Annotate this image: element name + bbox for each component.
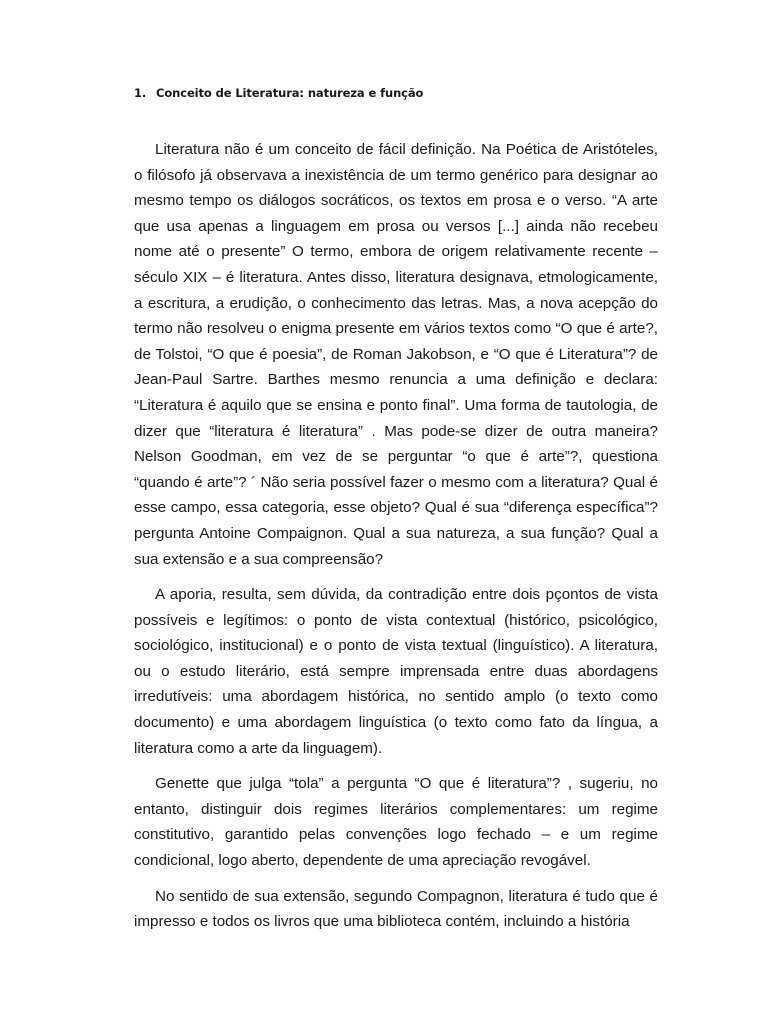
section-number: 1. — [134, 86, 147, 100]
paragraph-4: No sentido de sua extensão, segundo Compagnon, literatura é tudo que é impresso e todos os livros que uma biblioteca contém, incluindo a história — [134, 887, 658, 931]
paragraph-2: A aporia, resulta, sem dúvida, da contradição entre dois pçontos de vista possíveis e legítimos: o ponto de vista contextual (histórico, psicológico, sociológico, institucional) e o ponto de vista textual (linguístico). A literatura, ou o estudo literário, está sempre imprensada entre duas abordagens irredutíveis: uma abordagem histórica, no sentido amplo (o texto como documento) e uma abordagem linguística (o texto como fato da língua, a literatura como a arte da linguagem). — [134, 586, 658, 757]
body-text — [134, 137, 658, 935]
paragraph-1: Literatura não é um conceito de fácil definição. Na Poética de Aristóteles, o filósofo já observava a inexistência de um termo genérico para designar ao mesmo tempo os diálogos socráticos, os textos em prosa e o verso. “A arte que usa apenas a linguagem em prosa ou versos [...] ainda não recebeu nome até o presente” O termo, embora de origem relativamente recente – século XIX – é literatura. Antes disso, literatura designava, etmologicamente, a escritura, a erudição, o conhecimento das letras. Mas, a nova acepção do termo não resolveu o enigma presente em vários textos como “O que é arte?, de Tolstoi, “O que é poesia”, de Roman Jakobson, e “O que é Literatura”? de Jean-Paul Sartre. Barthes mesmo renuncia a uma definição e declara: “Literatura é aquilo que se ensina e ponto final”. Uma forma de tautologia, de dizer que “literatura é literatura” . Mas pode-se dizer de outra maneira? Nelson Goodman, em vez de se perguntar “o que é arte”?, questiona “quando é arte”? ´ Não seria possível fazer o mesmo com a literatura? Qual é esse campo, essa categoria, esse objeto? Qual é sua “diferença específica”? pergunta Antoine Compaignon. Qual a sua natureza, a sua função? Qual a sua extensão e a sua compreensão? — [134, 141, 658, 568]
section-heading — [134, 86, 423, 100]
paragraph-3: Genette que julga “tola” a pergunta “O que é literatura”? , sugeriu, no entanto, distinguir dois regimes literários complementares: um regime constitutivo, garantido pelas convenções logo fechado – e um regime condicional, logo aberto, dependente de uma apreciação revogável. — [134, 775, 658, 870]
section-title: Conceito de Literatura: natureza e função — [156, 86, 424, 100]
